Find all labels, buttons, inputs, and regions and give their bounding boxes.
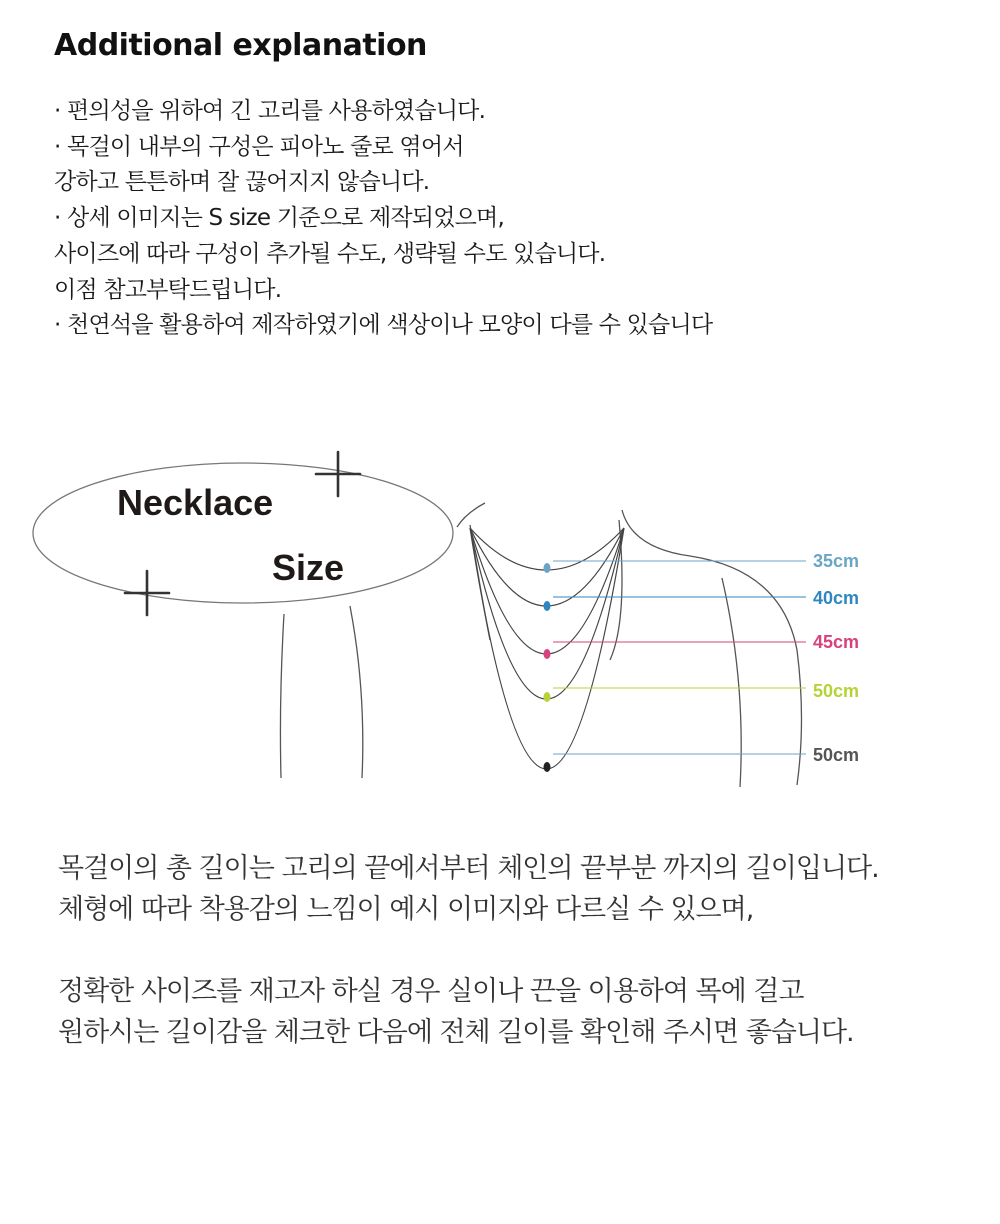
description-line: 목걸이의 총 길이는 고리의 끝에서부터 체인의 끝부분 까지의 길이입니다. bbox=[58, 853, 879, 884]
description-line: 정확한 사이즈를 재고자 하실 경우 실이나 끈을 이용하여 목에 걸고 bbox=[58, 976, 804, 1007]
pendant-dot-50cm-a bbox=[544, 692, 551, 702]
explanation-line: · 천연석을 활용하여 제작하였기에 색상이나 모양이 다를 수 있습니다 bbox=[54, 312, 713, 339]
length-label-35cm: 35cm bbox=[813, 551, 860, 571]
badge-subtitle: Size bbox=[272, 547, 345, 588]
shoulder-contour bbox=[622, 510, 802, 785]
section-title: Additional explanation bbox=[54, 28, 427, 63]
explanation-line: 이점 참고부탁드립니다. bbox=[54, 276, 282, 303]
explanation-line: · 목걸이 내부의 구성은 피아노 줄로 엮어서 bbox=[54, 133, 464, 160]
pendant-dot-45cm bbox=[544, 649, 551, 659]
neck-contour bbox=[457, 503, 485, 527]
description-line: 원하시는 길이감을 체크한 다음에 전체 길이를 확인해 주시면 좋습니다. bbox=[58, 1017, 854, 1048]
arm-contour bbox=[722, 578, 741, 787]
pendant-dot-35cm bbox=[544, 563, 551, 573]
length-label-40cm: 40cm bbox=[813, 588, 860, 608]
explanation-line: 사이즈에 따라 구성이 추가될 수도, 생략될 수도 있습니다. bbox=[54, 240, 606, 267]
badge-title: Necklace bbox=[117, 482, 274, 523]
figure-left-contour bbox=[280, 614, 284, 778]
chain-50cm-a bbox=[470, 528, 624, 699]
explanation-line: 강하고 튼튼하며 잘 끊어지지 않습니다. bbox=[54, 169, 430, 196]
necklace-size-diagram bbox=[0, 440, 1000, 800]
explanation-list bbox=[54, 94, 712, 344]
explanation-line: · 편의성을 위하여 긴 고리를 사용하였습니다. bbox=[54, 98, 486, 124]
length-description bbox=[58, 848, 879, 1053]
chain-45cm bbox=[470, 528, 624, 654]
description-line: 체형에 따라 착용감의 느낌이 예시 이미지와 다르실 수 있으며, bbox=[58, 894, 754, 925]
paragraph-gap bbox=[58, 930, 879, 971]
length-label-50cm-a: 50cm bbox=[813, 681, 860, 701]
crosshair-icon bbox=[125, 571, 169, 615]
pendant-dot-50cm-b bbox=[544, 762, 551, 772]
crosshair-icon bbox=[316, 452, 360, 496]
figure-left-contour bbox=[350, 606, 363, 778]
length-label-45cm: 45cm bbox=[813, 632, 860, 652]
pendant-dot-40cm bbox=[544, 601, 551, 611]
explanation-line: · 상세 이미지는 S size 기준으로 제작되었으며, bbox=[54, 205, 504, 232]
length-label-50cm-b: 50cm bbox=[813, 745, 860, 765]
